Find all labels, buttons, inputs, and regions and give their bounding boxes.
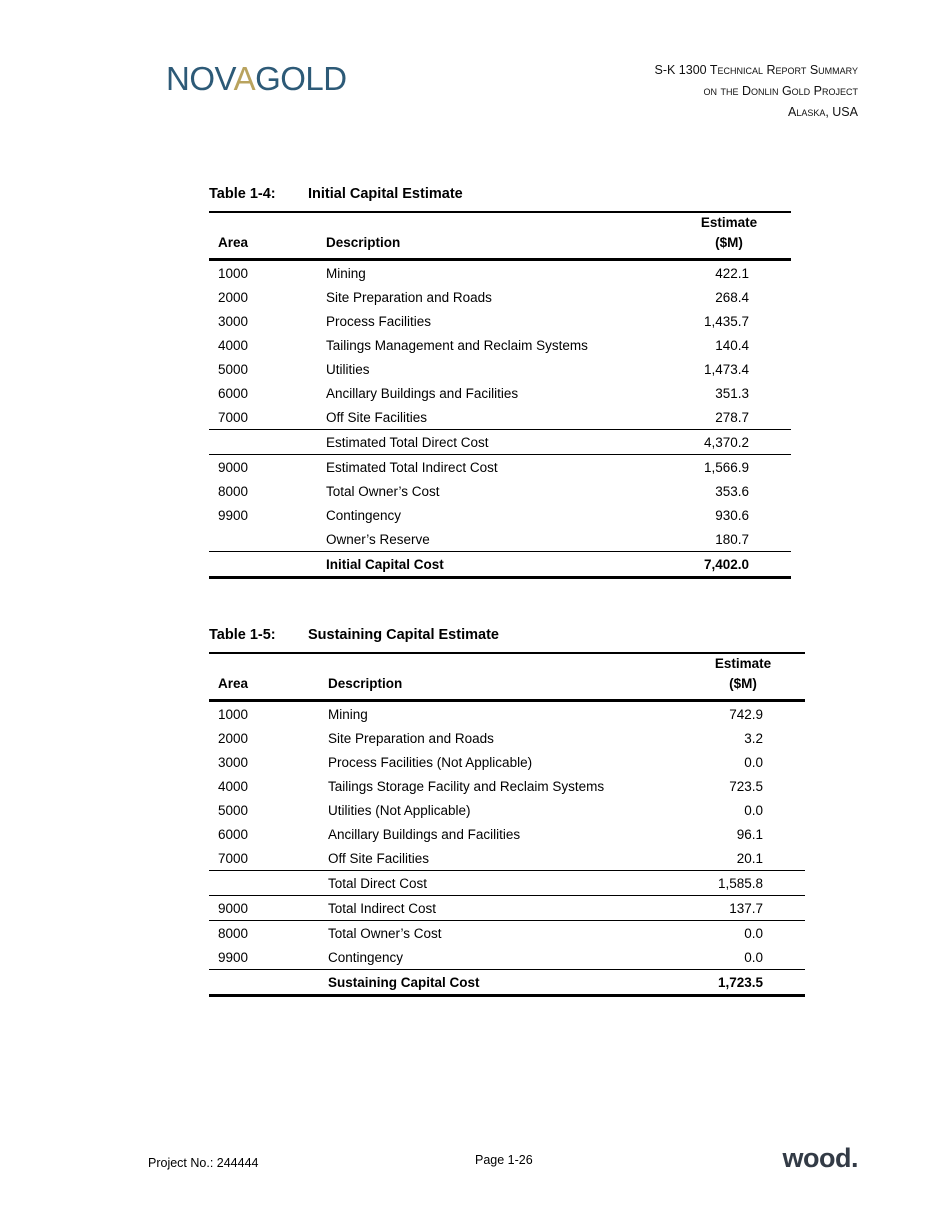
col-description-header: Description (326, 235, 401, 250)
table2-number: Table 1-5: (209, 627, 276, 643)
table-row: 3000 Process Facilities 1,435.7 (218, 313, 749, 329)
table-row: 6000 Ancillary Buildings and Facilities 351.3 (218, 385, 749, 401)
table-row: 4000 Tailings Management and Reclaim Systems 140.4 (218, 337, 749, 353)
table-row: 5000 Utilities 1,473.4 (218, 361, 749, 377)
table-row: 9000 Total Indirect Cost 137.7 (209, 896, 805, 921)
table-row: 9900 Contingency 0.0 (218, 949, 763, 965)
sustaining-capital-table (209, 652, 805, 997)
table-row: 1000 Mining 422.1 (218, 265, 749, 281)
total-row: Sustaining Capital Cost 1,723.5 (209, 970, 805, 996)
report-header (655, 60, 859, 123)
table-row: 5000 Utilities (Not Applicable) 0.0 (218, 802, 763, 818)
table-row: 9000 Estimated Total Indirect Cost 1,566.9 (218, 459, 749, 475)
subtotal-row: Total Direct Cost 1,585.8 (209, 871, 805, 896)
table-row: 2000 Site Preparation and Roads 3.2 (218, 730, 763, 746)
project-number: Project No.: 244444 (148, 1156, 259, 1170)
subtotal-row: Estimated Total Direct Cost 4,370.2 (209, 430, 791, 455)
table-row: 9900 Contingency 930.6 (218, 507, 749, 523)
col-estimate-header: Estimate ($M) (700, 215, 758, 250)
col-area-header: Area (218, 235, 249, 250)
table2-title: Sustaining Capital Estimate (308, 627, 499, 643)
table-row: 7000 Off Site Facilities 20.1 (218, 850, 763, 866)
initial-capital-table (209, 211, 791, 579)
table-row: 7000 Off Site Facilities 278.7 (218, 409, 749, 425)
table-header-row (209, 653, 805, 701)
col-estimate-header: Estimate ($M) (714, 656, 772, 691)
wood-logo: wood. (782, 1143, 858, 1173)
table1-number: Table 1-4: (209, 186, 276, 202)
header-line-1: S-K 1300 Technical Report Summary (654, 63, 858, 77)
table-row: 3000 Process Facilities (Not Applicable) 0.0 (218, 754, 763, 770)
page-number: Page 1-26 (475, 1153, 533, 1167)
table-row: 4000 Tailings Storage Facility and Reclaim Systems 723.5 (218, 778, 763, 794)
col-description-header: Description (328, 676, 403, 691)
header-line-3: Alaska, USA (787, 105, 858, 119)
table-row: 8000 Total Owner’s Cost 353.6 (218, 483, 749, 499)
table-row: 1000 Mining 742.9 (218, 706, 763, 722)
table1-caption (209, 186, 463, 202)
table1-title: Initial Capital Estimate (308, 186, 463, 202)
header-line-2: on the Donlin Gold Project (703, 84, 858, 98)
table-row: 2000 Site Preparation and Roads 268.4 (218, 289, 749, 305)
table2-caption (209, 627, 499, 643)
novagold-logo: NOVAGOLD (166, 60, 347, 97)
table-header-row (209, 212, 791, 260)
table-row: 8000 Total Owner’s Cost 0.0 (218, 925, 763, 941)
col-area-header: Area (218, 676, 249, 691)
total-row: Initial Capital Cost 7,402.0 (209, 552, 791, 578)
table-row: 6000 Ancillary Buildings and Facilities 96.1 (218, 826, 763, 842)
table-row: Owner’s Reserve 180.7 (326, 531, 749, 547)
